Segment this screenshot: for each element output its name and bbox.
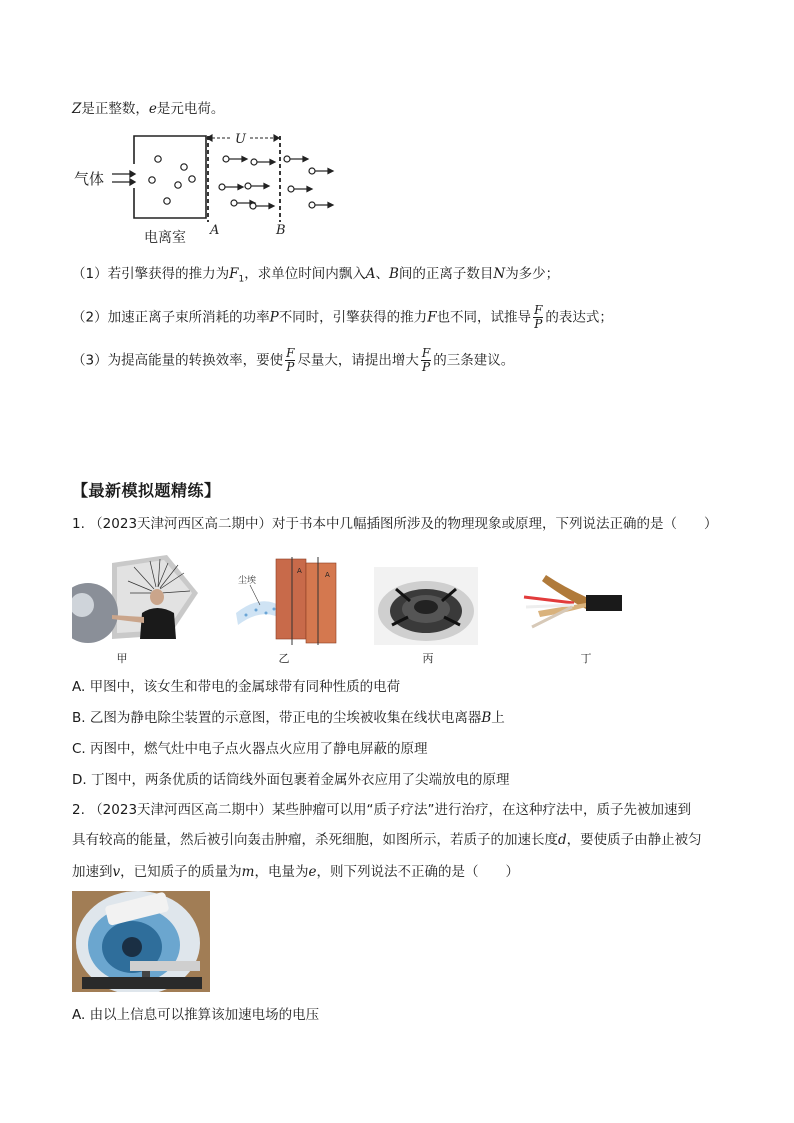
q1-a-symbol: A bbox=[365, 266, 376, 282]
q1-n-symbol: N bbox=[493, 266, 506, 282]
plate-b-label: B bbox=[276, 223, 286, 238]
q1-text-c: 间的正离子数目 bbox=[398, 266, 494, 282]
option-b-tail: 上 bbox=[491, 710, 505, 726]
copper-braid bbox=[542, 575, 586, 609]
q1-force-symbol: F bbox=[229, 266, 239, 282]
plate-a-label: A bbox=[210, 223, 220, 238]
problem-1-option-b bbox=[72, 706, 505, 726]
image-proton-therapy bbox=[72, 891, 210, 992]
p2-line3-d: ，则下列说法不正确的是（ ） bbox=[316, 864, 519, 880]
problem-2-line-2 bbox=[72, 830, 702, 850]
q2-text-c: 也不同，试推导 bbox=[436, 309, 532, 326]
q1-separator: 、 bbox=[375, 266, 389, 282]
option-b-text: B. 乙图为静电除尘装置的示意图，带正电的尘埃被收集在线状电离器 bbox=[72, 710, 482, 726]
q2-f-symbol: F bbox=[427, 309, 437, 326]
p2-line3-c: ，电量为 bbox=[254, 864, 309, 880]
q3-fraction-1-num: F bbox=[286, 346, 295, 360]
p2-d-symbol: d bbox=[558, 832, 567, 848]
q2-text-b: 不同时，引擎获得的推力 bbox=[278, 309, 428, 326]
p2-v-symbol: v bbox=[112, 864, 121, 880]
q3-number: （3） bbox=[72, 352, 108, 369]
image-yi-precipitator bbox=[222, 553, 352, 645]
q1-text-b: ，求单位时间内飘入 bbox=[244, 266, 366, 282]
gas-inflow-arrows bbox=[112, 171, 135, 185]
caption-ding: 丁 bbox=[580, 652, 592, 665]
image-jia-charged-sphere bbox=[72, 553, 202, 645]
accelerated-ions bbox=[219, 156, 333, 209]
intro-text-2: 是元电荷。 bbox=[156, 101, 225, 117]
p2-line2-text: 具有较高的能量，然后被引向轰击肿瘤，杀死细胞，如图所示，若质子的加速长度 bbox=[72, 832, 558, 848]
q1-text-d: 为多少； bbox=[505, 266, 560, 282]
q2-fraction bbox=[533, 304, 543, 331]
problem-1-stem: 1. （2023天津河西区高二期中）对于书本中几幅插图所涉及的物理现象或原理，下列说法正确的是（ ） bbox=[72, 516, 718, 532]
q3-fraction-1 bbox=[285, 347, 295, 374]
intro-text-1: 是正整数， bbox=[81, 101, 149, 117]
problem-1-option-c: C. 丙图中，燃气灶中电子点火器点火应用了静电屏蔽的原理 bbox=[72, 741, 428, 757]
problem-1-option-a: A. 甲图中，该女生和带电的金属球带有同种性质的电荷 bbox=[72, 679, 401, 695]
q1-b-symbol: B bbox=[388, 266, 399, 282]
cable-jacket bbox=[586, 595, 622, 611]
e-symbol: e bbox=[148, 101, 157, 117]
q3-fraction-2-den: P bbox=[422, 360, 431, 374]
q3-fraction-1-den: P bbox=[286, 360, 295, 374]
p2-m-symbol: m bbox=[241, 864, 255, 880]
q2-text-a: 加速正离子束所消耗的功率 bbox=[107, 309, 270, 326]
problem-2-option-a: A. 由以上信息可以推算该加速电场的电压 bbox=[72, 1007, 320, 1023]
q3-text-c: 的三条建议。 bbox=[433, 352, 515, 369]
q2-fraction-num: F bbox=[534, 303, 543, 317]
q1-number: （1） bbox=[72, 266, 108, 282]
section-title: 【最新模拟题精练】 bbox=[72, 481, 221, 500]
option-b-symbol: B bbox=[481, 710, 492, 726]
problem-2-line-3 bbox=[72, 862, 519, 882]
p2-e-symbol: e bbox=[308, 864, 317, 880]
problem-2-line-1: 2. （2023天津河西区高二期中）某些肿瘤可以用“质子疗法”进行治疗，在这种疗法中，质子先被加速到 bbox=[72, 802, 692, 818]
chamber-label: 电离室 bbox=[144, 230, 186, 244]
collector-plate-2 bbox=[306, 563, 336, 643]
plate-label-a: A bbox=[297, 567, 302, 575]
question-3 bbox=[72, 347, 514, 374]
q2-p-symbol: P bbox=[269, 309, 279, 326]
problem-1-option-d: D. 丁图中，两条优质的话筒线外面包裹着金属外衣应用了尖端放电的原理 bbox=[72, 772, 510, 788]
p2-line3-a: 加速到 bbox=[72, 864, 113, 880]
q1-force-subscript: 1 bbox=[238, 274, 245, 285]
q2-text-d: 的表达式； bbox=[545, 309, 613, 326]
q2-number: （2） bbox=[72, 309, 108, 326]
plate-label-b: A bbox=[325, 571, 330, 579]
q3-text-b: 尽量大，请提出增大 bbox=[297, 352, 419, 369]
z-symbol: Z bbox=[72, 101, 82, 117]
q3-fraction-2 bbox=[421, 347, 431, 374]
q2-fraction-den: P bbox=[534, 317, 543, 331]
dust-label: 尘埃 bbox=[238, 576, 257, 586]
q3-text-a: 为提高能量的转换效率，要使 bbox=[107, 352, 284, 369]
intro-line bbox=[72, 99, 224, 119]
gas-label: 气体 bbox=[74, 170, 105, 188]
caption-bing: 丙 bbox=[422, 652, 434, 665]
question-1 bbox=[72, 264, 559, 290]
p2-line2-tail: ，要使质子由静止被匀 bbox=[566, 832, 702, 848]
q3-fraction-2-num: F bbox=[421, 346, 431, 360]
ion-engine-diagram bbox=[72, 126, 362, 244]
caption-yi: 乙 bbox=[278, 652, 290, 665]
q1-text-a: 若引擎获得的推力为 bbox=[107, 266, 230, 282]
question-2 bbox=[72, 304, 613, 331]
voltage-label: U bbox=[235, 132, 246, 147]
caption-jia: 甲 bbox=[116, 652, 128, 665]
image-bing-gas-stove bbox=[374, 567, 478, 645]
image-ding-shielded-cable bbox=[514, 567, 626, 645]
p2-line3-b: ，已知质子的质量为 bbox=[120, 864, 242, 880]
chamber-ions bbox=[149, 156, 195, 204]
